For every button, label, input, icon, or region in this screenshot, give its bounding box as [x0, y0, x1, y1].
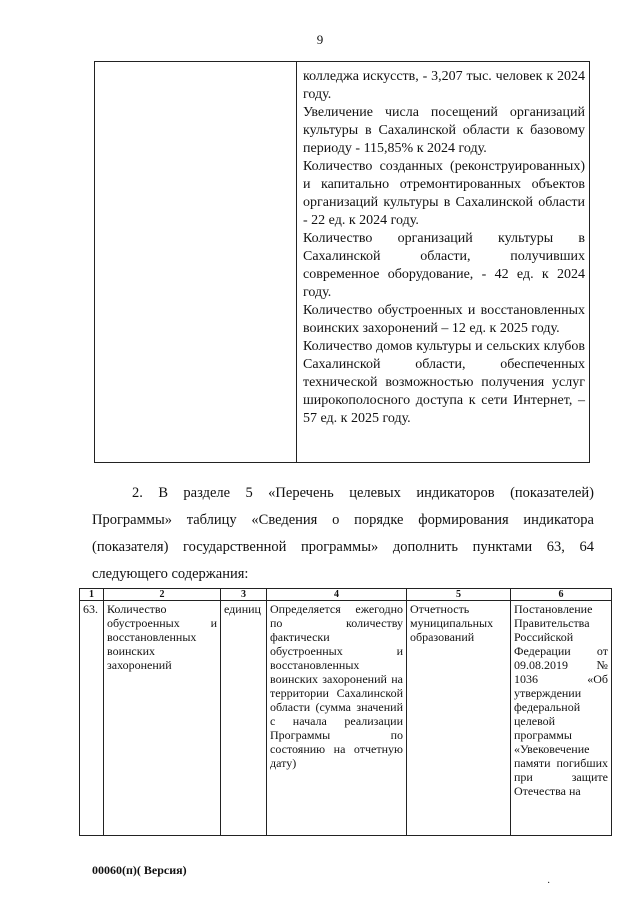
footer-mark: · [547, 878, 551, 889]
column-header: 6 [511, 589, 612, 601]
table-header-row [80, 589, 612, 601]
data-source: Отчетность муниципальных образований [407, 601, 511, 836]
indicator-paragraph: Количество домов культуры и сельских клубов Сахалинской области, обеспеченных технической возможностью получения услуг широкополосного доступа к сети Интернет, – 57 ед. к 2025 году. [303, 339, 585, 426]
row-number: 63. [80, 601, 104, 836]
calculation-method: Определяется ежегодно по количеству фактически обустроенных и восстановленных воинских захоронений на территории Сахалинской области (сумма значений с начала реализации Программы по состоянию на отчетную дату) [267, 601, 407, 836]
unit-of-measure: единиц [221, 601, 267, 836]
indicator-paragraph: Увеличение числа посещений организаций культуры в Сахалинской области к базовому периоду - 115,85% к 2024 году. [303, 105, 585, 156]
page-number: 9 [316, 32, 324, 47]
column-header: 2 [104, 589, 221, 601]
indicator-paragraph: колледжа искусств, - 3,207 тыс. человек к 2024 году. [303, 69, 585, 102]
legal-basis: Постановление Правительства Российской Федерации от 09.08.2019 № 1036 «Об утверждении федеральной целевой программы «Увековечение памяти погибших при защите Отечества на [511, 601, 612, 836]
column-header: 4 [267, 589, 407, 601]
continuation-table-left-cell [95, 62, 297, 462]
column-header: 1 [80, 589, 104, 601]
indicator-name: Количество обустроенных и восстановленных воинских захоронений [104, 601, 221, 836]
column-header: 5 [407, 589, 511, 601]
indicator-paragraph: Количество обустроенных и восстановленных воинских захоронений – 12 ед. к 2025 году. [303, 303, 585, 336]
indicator-table [79, 588, 612, 836]
continuation-table-right-cell [297, 62, 589, 462]
document-code: 00060(п)( Версия) [92, 863, 187, 877]
indicator-paragraph: Количество организаций культуры в Сахалинской области, получивших современное оборудование, - 42 ед. к 2024 году. [303, 231, 585, 300]
continuation-table [94, 61, 590, 463]
table-row [80, 601, 612, 836]
column-header: 3 [221, 589, 267, 601]
amendment-paragraph: 2. В разделе 5 «Перечень целевых индикаторов (показателей) Программы» таблицу «Сведения о порядке формирования индикатора (показателя) государственной программы» дополнить пунктами 63, 64 следующего содержания: [92, 485, 594, 582]
indicator-paragraph: Количество созданных (реконструированных) и капитально отремонтированных объектов организаций культуры в Сахалинской области - 22 ед. к 2024 году. [303, 159, 585, 228]
